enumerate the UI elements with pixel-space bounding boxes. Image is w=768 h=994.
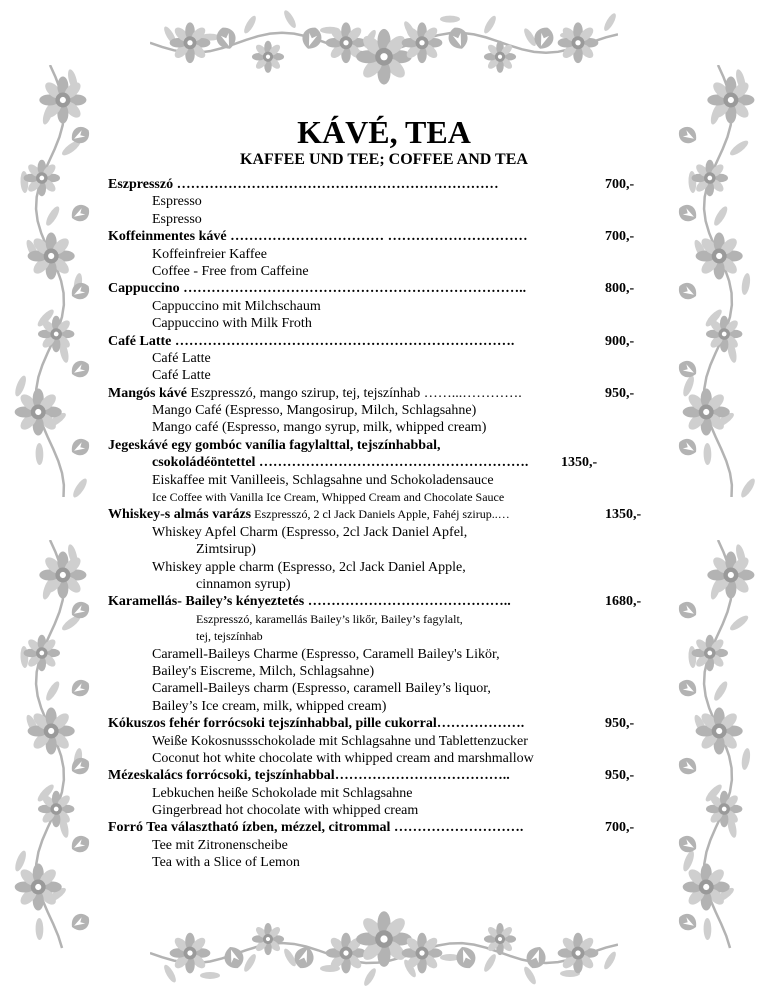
item-description-continued: tej, tejszínhab: [196, 629, 263, 644]
item-description: Eszpresszó, mango szirup, tej, tejszínhab ……...………….: [186, 385, 522, 401]
item-translation-en-continued: cinnamon syrup): [196, 576, 291, 592]
menu-list: [108, 176, 653, 872]
item-price: 1350,-: [605, 507, 642, 523]
item-translation-en: Whiskey apple charm (Espresso, 2cl Jack Daniel Apple,: [152, 559, 466, 575]
item-translation-de: Koffeinfreier Kaffee: [152, 246, 267, 262]
item-translation-en: Coffee - Free from Caffeine: [152, 263, 309, 279]
item-name: Cappuccino ………………………………………………………………..: [108, 281, 527, 297]
item-translation-en: Tea with a Slice of Lemon: [152, 855, 300, 871]
item-translation-en: Mango café (Espresso, mango syrup, milk, whipped cream): [152, 420, 487, 436]
item-price: 950,-: [605, 385, 635, 401]
menu-item-cappuccino: [108, 280, 653, 297]
item-translation-de: Cappuccino mit Milchschaum: [152, 298, 321, 314]
item-name: Café Latte ……………………………………………………………….: [108, 333, 515, 349]
item-price: 950,-: [605, 716, 635, 732]
item-translation-de: Mango Café (Espresso, Mangosirup, Milch, Schlagsahne): [152, 403, 477, 419]
item-name: Eszpresszó ……………………………………………………………: [108, 177, 499, 192]
item-translation-de: Tee mit Zitronenscheibe: [152, 837, 288, 853]
item-name: Whiskey-s almás varázs: [108, 507, 252, 523]
page-subtitle: KAFFEE UND TEE; COFFEE AND TEA: [240, 151, 528, 168]
item-price: 700,-: [605, 229, 635, 245]
item-translation-de: Weiße Kokosnussschokolade mit Schlagsahne und Tablettenzucker: [152, 733, 528, 749]
item-price: 900,-: [605, 333, 635, 349]
item-price: 1680,-: [605, 594, 642, 610]
item-translation-de: Whiskey Apfel Charm (Espresso, 2cl Jack Daniel Apfel,: [152, 524, 468, 540]
menu-item-iced-coffee: [108, 437, 653, 454]
item-translation-de-continued: Zimtsirup): [196, 542, 256, 558]
menu-item-caramel-baileys: [108, 593, 653, 610]
item-name: Forró Tea választható ízben, mézzel, citrommal ……………………….: [108, 820, 524, 836]
item-name-second-line: csokoládéöntettel ………………………………………………….: [152, 455, 529, 471]
menu-item-hot-tea: [108, 819, 653, 836]
floral-border-bottom: [150, 903, 618, 994]
item-price: 700,-: [605, 820, 635, 836]
item-name: Karamellás- Bailey’s kényeztetés ……………………………………..: [108, 594, 511, 610]
item-price: 700,-: [605, 177, 635, 192]
item-name: Jegeskávé egy gombóc vanília fagylalttal, tejszínhabbal,: [108, 437, 441, 453]
item-name: Mangós kávé: [108, 385, 187, 401]
item-name: Mézeskalács forrócsoki, tejszínhabbal………………………………..: [108, 768, 510, 784]
floral-border-left-lower: [0, 540, 100, 950]
item-translation-en: Gingerbread hot chocolate with whipped cream: [152, 803, 419, 819]
menu-item-cafe-latte: [108, 333, 653, 350]
menu-item-coconut-hot-chocolate: [108, 715, 653, 732]
item-translation-de: Café Latte: [152, 350, 211, 366]
item-translation-en-continued: Bailey’s Ice cream, milk, whipped cream): [152, 698, 387, 714]
item-translation-en: Caramell-Baileys charm (Espresso, caramell Bailey’s liquor,: [152, 681, 491, 697]
item-translation-de: Espresso: [152, 194, 202, 210]
item-translation-de: Caramell-Baileys Charme (Espresso, Caramell Bailey's Likör,: [152, 646, 500, 662]
item-price: 1350,-: [561, 455, 598, 471]
menu-item-decaf: [108, 228, 653, 245]
item-translation-de-continued: Bailey's Eiscreme, Milch, Schlagsahne): [152, 663, 375, 679]
item-translation-en: Cappuccino with Milk Froth: [152, 316, 312, 332]
item-description: Eszpresszó, 2 cl Jack Daniels Apple, Fahéj szirup..…: [251, 507, 510, 522]
menu-item-whiskey-apple: [108, 506, 653, 523]
floral-border-top: [150, 0, 618, 95]
menu-item-espresso: [108, 176, 653, 193]
item-name-continued: [108, 454, 653, 471]
menu-item-gingerbread-hot-chocolate: [108, 767, 653, 784]
menu-item-mango-coffee: [108, 385, 653, 402]
item-translation-en: Ice Coffee with Vanilla Ice Cream, Whipped Cream and Chocolate Sauce: [152, 490, 505, 505]
item-name: Koffeinmentes kávé …………………………… …………………………: [108, 229, 528, 245]
item-translation-de: Eiskaffee mit Vanilleeis, Schlagsahne und Schokoladensauce: [152, 472, 494, 488]
item-description: Eszpresszó, karamellás Bailey’s likőr, Bailey’s fagylalt,: [196, 611, 463, 626]
item-translation-en: Café Latte: [152, 368, 211, 384]
page-title: KÁVÉ, TEA: [297, 114, 471, 150]
item-name: Kókuszos fehér forrócsoki tejszínhabbal, pille cukorral……………….: [108, 716, 525, 732]
item-translation-en: Coconut hot white chocolate with whipped cream and marshmallow: [152, 750, 534, 766]
item-translation-de: Lebkuchen heiße Schokolade mit Schlagsahne: [152, 785, 413, 801]
item-translation-en: Espresso: [152, 211, 202, 227]
item-price: 800,-: [605, 281, 635, 297]
item-price: 950,-: [605, 768, 635, 784]
floral-border-right-lower: [668, 540, 768, 950]
